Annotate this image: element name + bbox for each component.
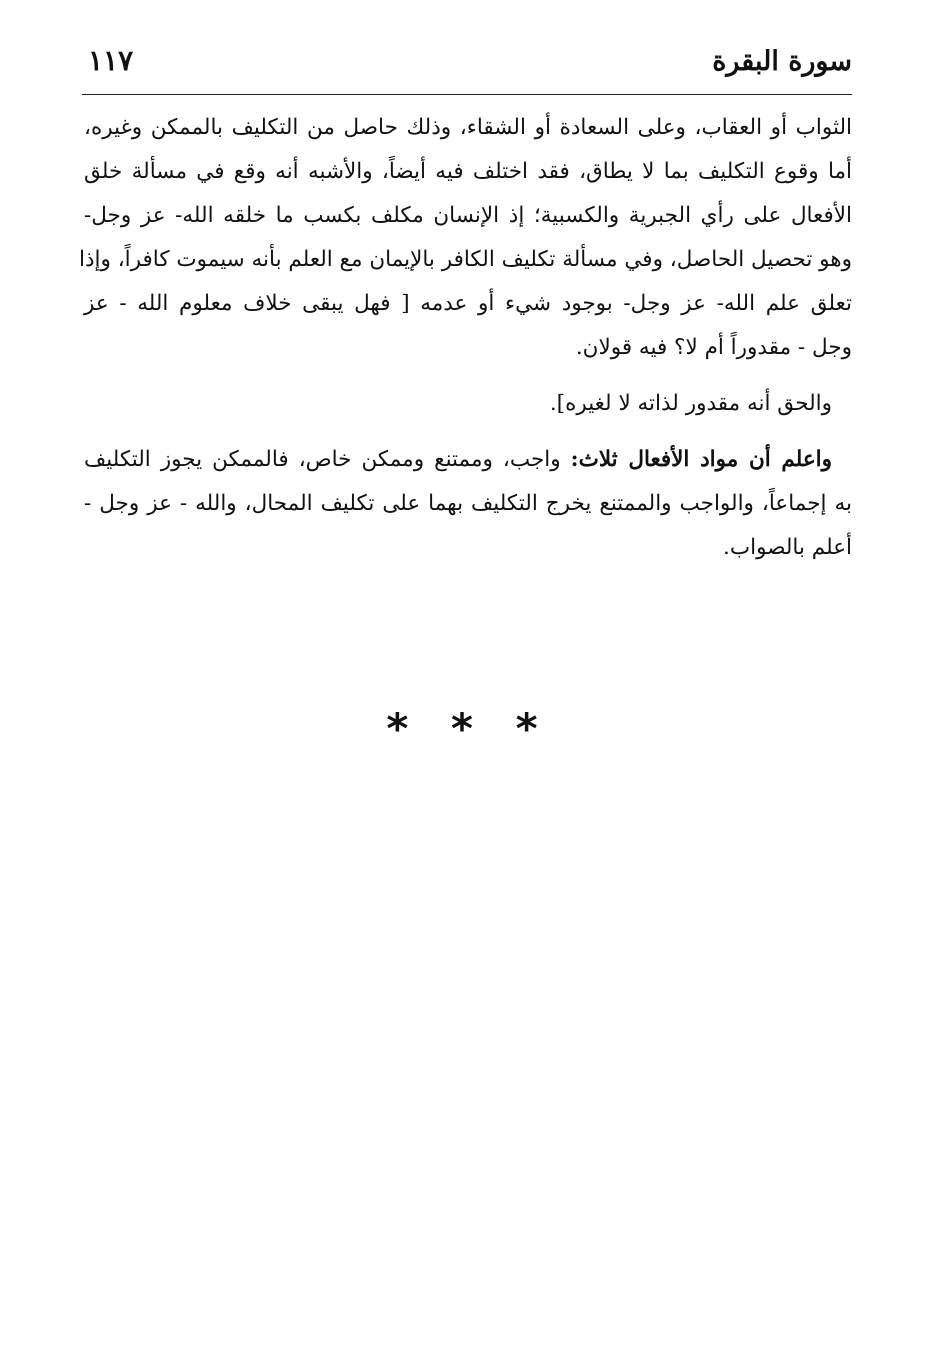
text-line: وجل - مقدوراً أم لا؟ فيه قولان. [575,335,852,360]
page-number: ١١٧ [88,44,134,77]
text-line: به إجماعاً، والواجب والممتنع يخرج التكليف بهما على تكليف المحال، والله - عز وجل - [84,491,852,516]
section-separator: * * * [386,704,552,753]
page-body [79,106,852,570]
text-line: وهو تحصيل الحاصل، وفي مسألة تكليف الكافر بالإيمان مع العلم بأنه سيموت كافراً، وإذا [79,247,852,272]
paragraph-3 [84,438,852,570]
lead-rest: واجب، وممتنع وممكن خاص، فالممكن يجوز التكليف [84,447,571,472]
text-line: أما وقوع التكليف بما لا يطاق، فقد اختلف فيه أيضاً، والأشبه أنه وقع في مسألة خلق [84,159,852,184]
bold-lead: واعلم أن مواد الأفعال ثلاث: [570,447,833,472]
paragraph-2 [84,382,852,426]
text-line: أعلم بالصواب. [723,535,852,560]
text-line: تعلق علم الله- عز وجل- بوجود شيء أو عدمه [ فهل يبقى خلاف معلوم الله - عز [84,291,852,316]
text-line: الأفعال على رأي الجبرية والكسبية؛ إذ الإنسان مكلف بكسب ما خلقه الله- عز وجل- [84,203,852,228]
page-header [82,40,852,95]
text-line: والحق أنه مقدور لذاته لا لغيره]. [549,391,832,416]
paragraph-1 [79,106,852,370]
surah-title: سورة البقرة [712,46,852,77]
text-line [84,438,852,482]
text-line: الثواب أو العقاب، وعلى السعادة أو الشقاء، وذلك حاصل من التكليف بالممكن وغيره، [84,115,852,140]
